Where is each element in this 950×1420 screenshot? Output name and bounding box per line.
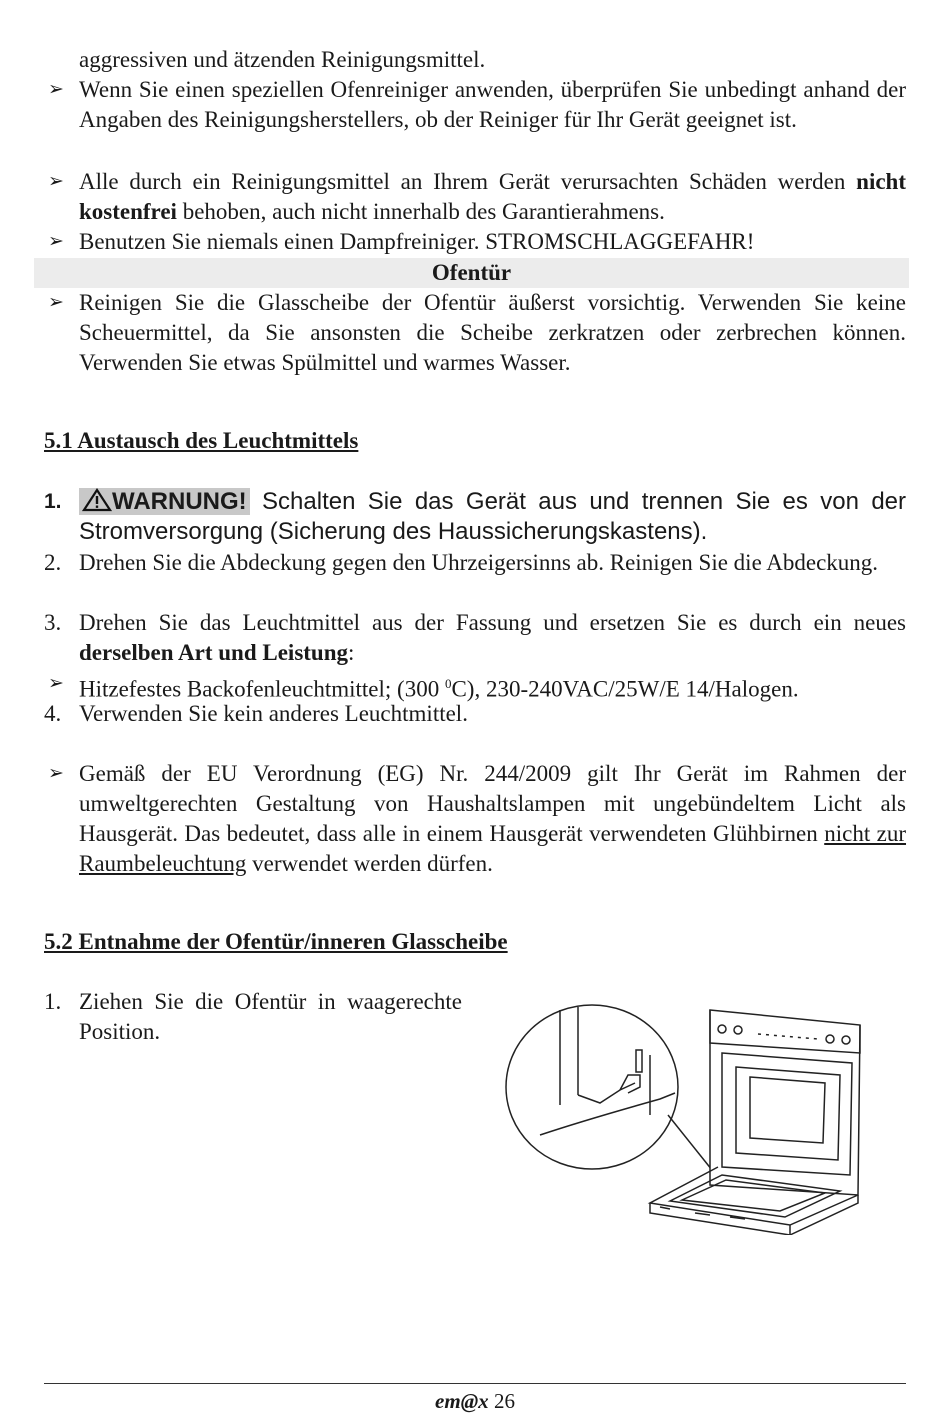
bullet-text-part: verwendet werden dürfen.	[252, 851, 493, 876]
bullet-text: Wenn Sie einen speziellen Ofenreiniger anwenden, überprüfen Sie unbedingt anhand der Angaben des Reinigungsherstellers, ob der Reiniger für Ihr Gerät geeignet ist.	[79, 77, 906, 132]
step-text: Verwenden Sie kein anderes Leuchtmittel.	[79, 701, 468, 726]
step-text: Drehen Sie die Abdeckung gegen den Uhrzeigersinns ab. Reinigen Sie die Abdeckung.	[79, 550, 879, 575]
oven-door-illustration	[500, 995, 870, 1235]
arrowhead-bullet-icon: ➢	[48, 673, 64, 694]
bold-emphasis: nicht kostenfrei	[79, 169, 907, 224]
step-number: 3.	[44, 610, 62, 635]
bullet-text	[79, 759, 906, 879]
step-text-part: :	[348, 640, 355, 665]
list-item	[44, 699, 906, 729]
bullet-text	[79, 167, 906, 227]
section-heading: 5.1 Austausch des Leuchtmittels	[44, 428, 359, 453]
step-text	[79, 608, 906, 668]
page-number: 26	[493, 1389, 515, 1413]
list-item	[48, 227, 906, 257]
bold-emphasis: derselben Art und Leistung	[79, 640, 349, 665]
list-item	[44, 548, 906, 578]
warning-badge	[79, 488, 250, 515]
arrowhead-bullet-icon: ➢	[48, 79, 64, 100]
section-banner	[34, 258, 909, 288]
underlined-text: nicht zur Raumbeleuchtung	[79, 821, 907, 876]
list-item	[48, 288, 906, 378]
footer-divider	[44, 1383, 906, 1384]
intro-continuation: aggressiven und ätzenden Reinigungsmittel.	[79, 47, 486, 72]
list-item	[44, 608, 906, 668]
list-item	[48, 167, 906, 227]
step-text: Ziehen Sie die Ofentür in waagerechte Position.	[79, 989, 462, 1044]
step-number: 2.	[44, 550, 62, 575]
arrowhead-bullet-icon: ➢	[48, 292, 64, 313]
list-item	[44, 487, 906, 547]
arrowhead-bullet-icon: ➢	[48, 231, 64, 252]
arrowhead-bullet-icon: ➢	[48, 171, 64, 192]
bullet-text-part: Hitzefestes Backofenleuchtmittel; (300	[79, 676, 440, 702]
list-item	[44, 987, 462, 1047]
bullet-text: Reinigen Sie die Glasscheibe der Ofentür äußerst vorsichtig. Verwenden Sie keine Scheuermittel, da Sie ansonsten die Scheibe zerkratzen oder zerbrechen können. Verwenden Sie etwas Spülmittel und warmes Wasser.	[79, 290, 906, 375]
step-number: 1.	[44, 490, 62, 513]
warning-triangle-icon	[82, 488, 112, 512]
page-footer	[0, 1388, 950, 1414]
bullet-text-part: Gemäß der EU Verordnung (EG) Nr. 244/2009 gilt Ihr Gerät im Rahmen der umweltgerechten Gestaltung von Haushaltslampen mit ungebündeltem Licht als Hausgerät. Das bedeutet, dass alle in einem Hausgerät verwendeten Glühbirnen	[79, 761, 906, 846]
warning-body: Schalten Sie das Gerät aus und trennen Sie es von der Stromversorgung (Sicherung des Haussicherungskastens).	[79, 488, 907, 545]
bullet-text: Benutzen Sie niemals einen Dampfreiniger. STROMSCHLAGGEFAHR!	[79, 229, 755, 254]
section-heading: 5.2 Entnahme der Ofentür/inneren Glasscheibe	[44, 929, 508, 954]
arrowhead-bullet-icon: ➢	[48, 763, 64, 784]
list-item	[48, 759, 906, 879]
bullet-text-part: behoben, auch nicht innerhalb des Garantierahmens.	[182, 199, 665, 224]
warning-text	[79, 487, 906, 547]
superscript: 0	[444, 676, 452, 691]
step-number: 1.	[44, 989, 62, 1014]
list-item	[48, 75, 906, 135]
bullet-text-part: Alle durch ein Reinigungsmittel an Ihrem Gerät verursachten Schäden werden	[79, 169, 846, 194]
bullet-text-part: C), 230-240VAC/25W/E 14/Halogen.	[451, 676, 799, 702]
step-number: 4.	[44, 701, 62, 726]
warning-label: WARNUNG!	[112, 488, 247, 515]
step-text-part: Drehen Sie das Leuchtmittel aus der Fassung und ersetzen Sie es durch ein neues	[79, 610, 906, 635]
banner-title: Ofentür	[431, 260, 512, 285]
brand-logo: em@x	[435, 1389, 489, 1413]
